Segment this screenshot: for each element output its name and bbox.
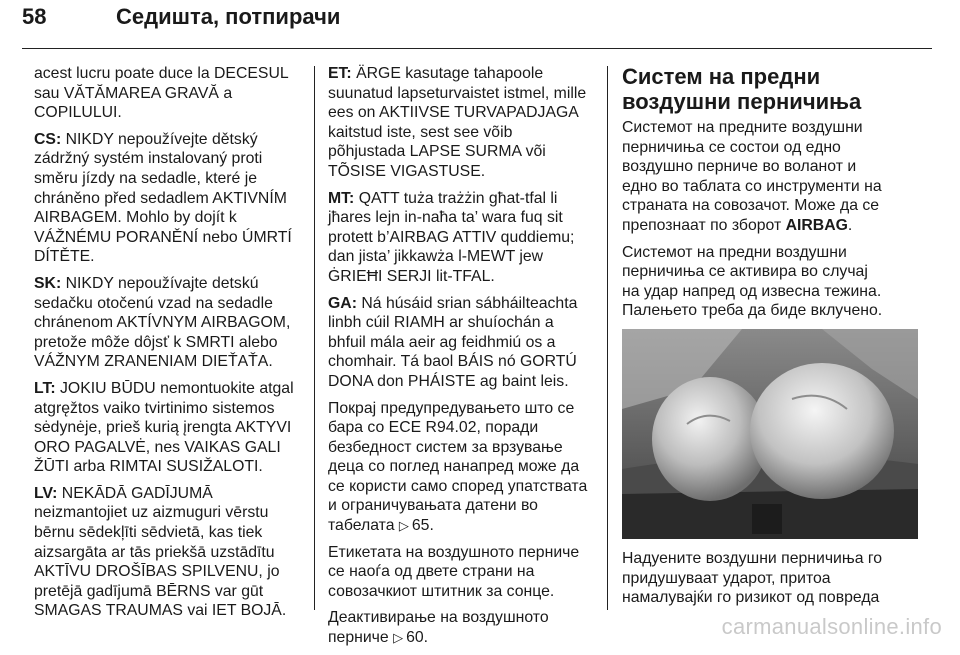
language-label: ET: xyxy=(328,65,352,82)
language-label: LT: xyxy=(34,379,56,397)
paragraph-text: Ná húsáid srian sábháilteachta linbh cúil RIAMH ar shuíochán a bhfuil mála aeir ag feidhmiú os a chomhair. Tá baol BÁIS nó GORTÚ DONA don PHÁISTE ag baint leis. xyxy=(328,294,578,390)
paragraph-text: QATT tuża trażżin għat-tfal li jħares lejn in-naħa ta’ wara fuq sit protett b’AIRBAG ATTIV quddiemu; dan jista’ jikkawża l-MEWT jew ĠRIEĦI SERJI lit-TFAL. xyxy=(328,189,575,285)
paragraph-mt xyxy=(328,189,600,287)
paragraph-system-description xyxy=(622,118,922,236)
column-divider-2 xyxy=(607,66,608,610)
page-reference-link[interactable]: ▷ 65. xyxy=(399,517,434,534)
paragraph-text: Покрај предупредувањето што се бара со ECE R94.02, поради безбедност систем за врзување деца со поглед нанапред може да се користи само според упатствата и ограничувањата датени во табелата xyxy=(328,399,588,535)
language-label: CS: xyxy=(34,130,62,148)
paragraph-text: JOKIU BŪDU nemontuokite atgal atgręžtos vaiko tvirtinimo sistemos sėdynėje, prieš kurią įrengta AKTYVI ORO PAGALVĖ, nes VAIKAS GALI ŽŪTI arba RIMTAI SUSIŽALOTI. xyxy=(34,379,294,476)
page-number: 58 xyxy=(22,4,47,29)
paragraph-text: Надуените воздушни перничиња го придушуваат ударот, притоа намалувајќи го ризикот од повреда xyxy=(622,549,883,607)
watermark: carmanualsonline.info xyxy=(721,614,942,639)
page-reference-link[interactable]: ▷ 60. xyxy=(393,629,428,646)
paragraph-text: Деактивирање на воздушното перниче xyxy=(328,609,549,647)
column-3 xyxy=(622,64,922,615)
language-label: LV: xyxy=(34,484,58,502)
paragraph-text: Системот на предните воздушни перничиња се состои од едно воздушно перниче во воланот и едно во таблата со инструменти на страната на совозачот. Може да се препознаат по зборот xyxy=(622,119,882,234)
airbag-photo xyxy=(622,329,918,539)
paragraph-text: acest lucru poate duce la DECESUL sau VĂTĂMAREA GRAVĂ a COPILULUI. xyxy=(34,65,289,122)
paragraph-text: ÄRGE kasutage tahapoole suunatud lapseturvaistet istmel, mille ees on AKTIIVSE TURVAPADJAGA kaitstud iste, sest see võib põhjustada LAPSE SURMA või TÕSISE VIGASTUSE. xyxy=(328,65,587,180)
language-label: SK: xyxy=(34,274,62,292)
paragraph-text: NEKĀDĀ GADĪJUMĀ neizmantojiet uz aizmuguri vērstu bērnu sēdekļīti sēdvietā, kas tiek aizsargāta ar tās priekšā uzstādītu AKTĪVU DROŠĪBAS SPILVENU, jo pretējā gadījumā BĒRNS var gūt SMAGAS TRAUMAS vai IET BOJĀ. xyxy=(34,484,287,620)
language-label: GA: xyxy=(328,294,357,312)
paragraph-lv xyxy=(34,484,304,621)
page-title: Седишта, потпирачи xyxy=(116,4,341,29)
column-2 xyxy=(328,64,600,655)
paragraph-label-location xyxy=(328,543,600,602)
header-rule xyxy=(22,48,932,49)
paragraph-text: Системот на предни воздушни перничиња се активира во случај на удар напред од извесна тежина. Палењето треба да биде вклучено. xyxy=(622,243,883,320)
paragraph-ece-note xyxy=(328,399,600,536)
column-1 xyxy=(34,64,304,628)
paragraph-text: NIKDY nepoužívajte detskú sedačku otočenú vzad na sedadle chránenom AKTÍVNYM AIRBAGOM, pretože môže dôjsť k SMRTI alebo VÁŽNYM ZRANENIAM DIEŤAŤA. xyxy=(34,274,291,371)
column-divider-1 xyxy=(314,66,315,610)
figure-caption xyxy=(622,549,922,608)
paragraph-ro-continued xyxy=(34,64,304,123)
paragraph-text: Етикетата на воздушното перниче се наоѓа од двете страни на совозачкиот штитник за сонце. xyxy=(328,543,580,600)
paragraph-activation xyxy=(622,243,922,321)
paragraph-end: . xyxy=(847,216,853,234)
paragraph-et xyxy=(328,64,600,182)
paragraph-sk xyxy=(34,274,304,372)
airbag-keyword: AIRBAG xyxy=(785,216,848,234)
paragraph-ga xyxy=(328,294,600,392)
paragraph-text: NIKDY nepoužívejte dětský zádržný systém instalovaný proti směru jízdy na sedadle, které je chráněno před sedadlem AKTIVNÍM AIRBAGEM. Mohlo by dojít k VÁŽNÉMU PORANĚNÍ nebo ÚMRTÍ DÍTĚTE. xyxy=(34,130,292,266)
paragraph-cs xyxy=(34,130,304,267)
language-label: MT: xyxy=(328,189,355,207)
section-heading: Систем на предни воздушни перничиња xyxy=(622,64,862,114)
paragraph-lt xyxy=(34,379,304,477)
